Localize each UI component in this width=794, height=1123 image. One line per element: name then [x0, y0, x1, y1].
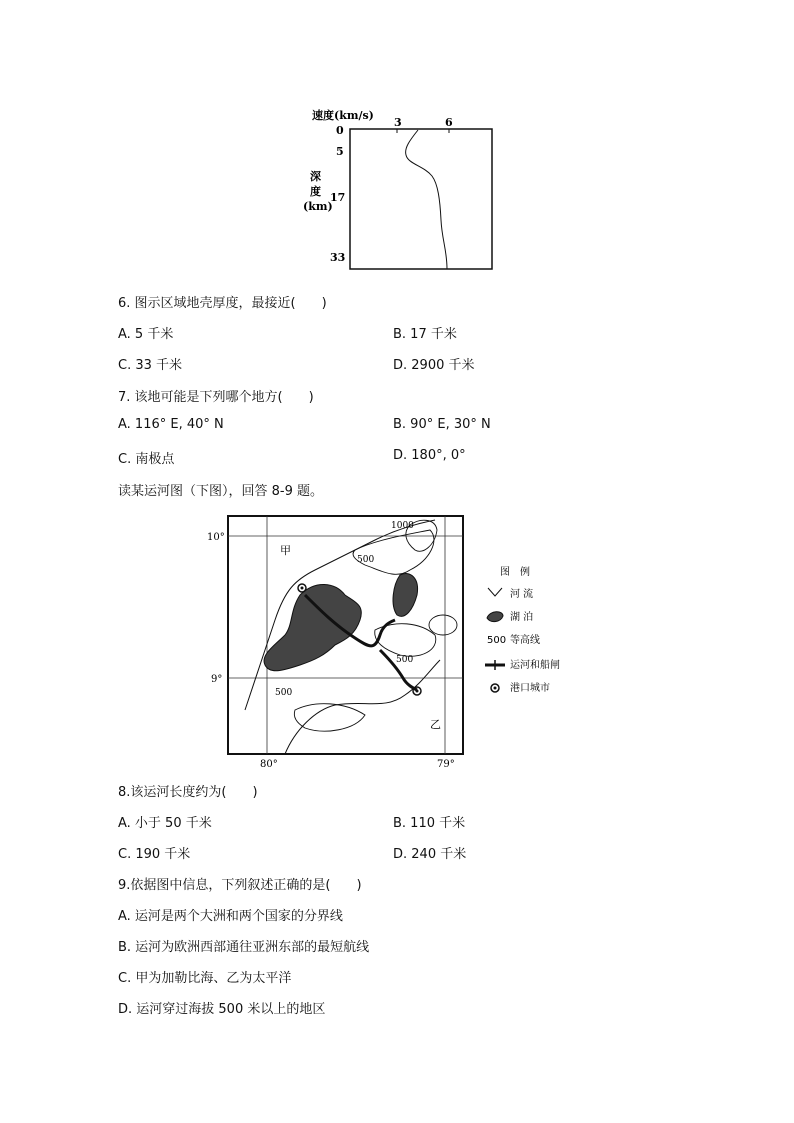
lat-label-9: 9°: [211, 674, 223, 685]
question-9-option-d[interactable]: D. 运河穿过海拔 500 米以上的地区: [118, 1002, 326, 1017]
question-6-option-c[interactable]: C. 33 千米: [118, 358, 183, 373]
lake-legend-icon: [487, 612, 503, 622]
velocity-curve: [406, 130, 447, 269]
question-7-stem: 7. 该地可能是下列哪个地方( ): [118, 390, 314, 405]
contour-label-1000: 1000: [391, 521, 414, 531]
x-tick-3: 3: [394, 116, 402, 129]
contour-label-500-a: 500: [357, 555, 375, 565]
y-axis-title-2: 度: [310, 185, 321, 198]
place-label-jia: 甲: [280, 544, 291, 557]
contour-label-500-c: 500: [275, 688, 293, 698]
question-9-option-c[interactable]: C. 甲为加勒比海、乙为太平洋: [118, 971, 292, 986]
question-8-option-a[interactable]: A. 小于 50 千米: [118, 816, 212, 831]
place-label-yi: 乙: [430, 718, 441, 731]
legend-contour: 等高线: [510, 635, 540, 646]
chart-frame: [350, 129, 492, 269]
y-axis-title-1: 深: [310, 170, 321, 183]
question-7-option-d[interactable]: D. 180°, 0°: [393, 448, 466, 463]
question-9-option-b[interactable]: B. 运河为欧洲西部通往亚洲东部的最短航线: [118, 940, 370, 955]
question-7-option-a[interactable]: A. 116° E, 40° N: [118, 417, 224, 432]
question-7-option-b[interactable]: B. 90° E, 30° N: [393, 417, 491, 432]
lon-label-80: 80°: [260, 759, 278, 770]
intro-text: 读某运河图（下图），回答 8-9 题。: [118, 484, 323, 499]
question-9-stem: 9.依据图中信息，下列叙述正确的是( ): [118, 878, 362, 893]
y-tick-17: 17: [330, 191, 346, 204]
legend-river: 河 流: [510, 589, 534, 600]
question-9-option-a[interactable]: A. 运河是两个大洲和两个国家的分界线: [118, 909, 343, 924]
y-tick-33: 33: [330, 251, 346, 264]
legend-lake: 湖 泊: [510, 612, 534, 623]
legend-contour-value: 500: [487, 635, 507, 646]
question-8-stem: 8.该运河长度约为( ): [118, 785, 258, 800]
x-axis-title: 速度(km/s): [312, 109, 374, 122]
x-tick-6: 6: [445, 116, 453, 129]
question-8-option-c[interactable]: C. 190 千米: [118, 847, 191, 862]
legend-canal: 运河和船闸: [510, 660, 560, 671]
canal-map-figure: [205, 510, 605, 772]
question-8-option-d[interactable]: D. 240 千米: [393, 847, 467, 862]
question-6-stem: 6. 图示区域地壳厚度，最接近( ): [118, 296, 327, 311]
legend-title: 图 例: [500, 567, 530, 578]
question-8-option-b[interactable]: B. 110 千米: [393, 816, 466, 831]
question-6-option-d[interactable]: D. 2900 千米: [393, 358, 475, 373]
question-7-option-c[interactable]: C. 南极点: [118, 452, 175, 467]
contour-label-500-b: 500: [396, 655, 414, 665]
question-6-option-a[interactable]: A. 5 千米: [118, 327, 174, 342]
y-axis-title-3: (km): [303, 200, 333, 213]
map-legend: [485, 565, 560, 694]
lon-label-79: 79°: [437, 759, 455, 770]
y-tick-5: 5: [336, 145, 344, 158]
legend-port: 港口城市: [510, 683, 550, 694]
y-tick-0: 0: [336, 124, 344, 137]
question-6-option-b[interactable]: B. 17 千米: [393, 327, 457, 342]
river-legend-icon: [488, 588, 502, 596]
lat-label-10: 10°: [207, 532, 225, 543]
velocity-depth-figure: [300, 100, 500, 275]
